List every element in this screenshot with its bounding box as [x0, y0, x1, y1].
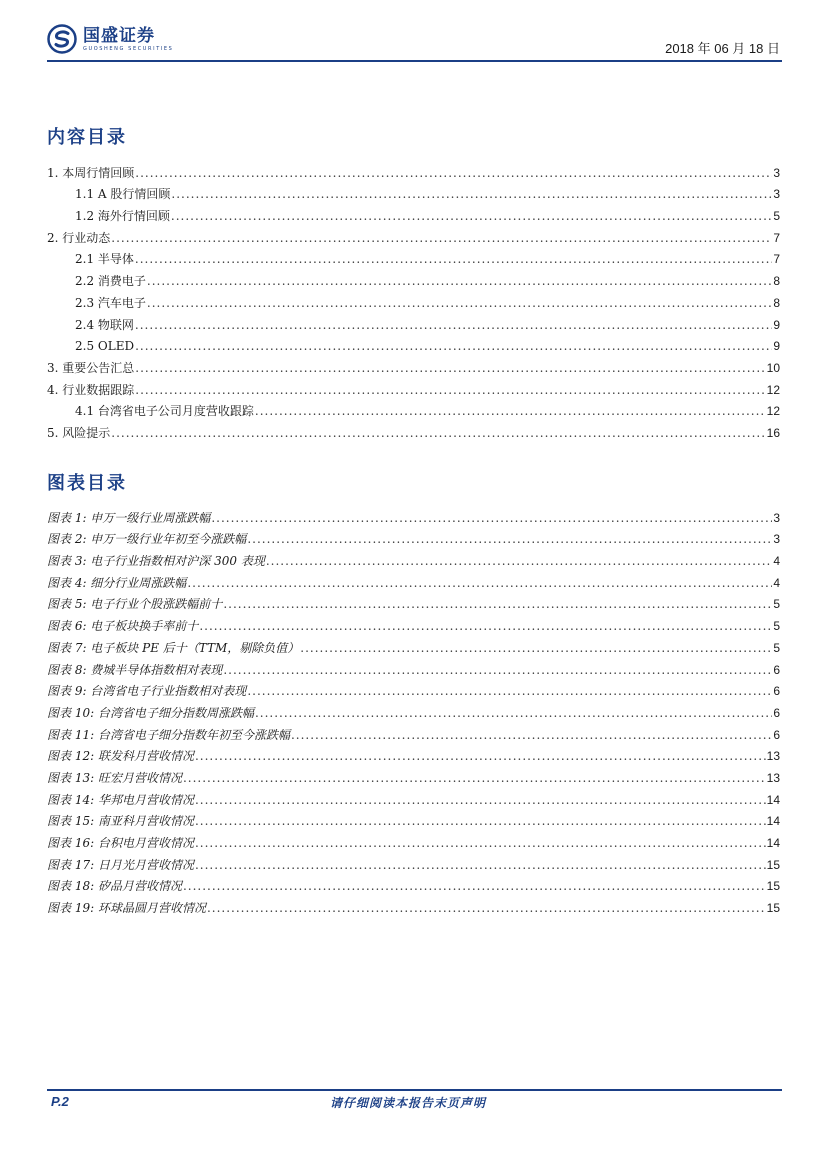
lof-entry-page: 6 — [773, 727, 780, 742]
lof-entry-label: 图表 1: 申万一级行业周涨跌幅 — [47, 510, 211, 525]
toc-entry[interactable] — [47, 376, 780, 398]
dot-leader — [187, 575, 772, 591]
page-number: P.2 — [51, 1094, 69, 1109]
toc-entry-page: 9 — [773, 339, 780, 354]
toc-entry-page: 9 — [773, 317, 780, 332]
lof-entry-label: 图表 2: 申万一级行业年初至今涨跌幅 — [47, 532, 247, 547]
dot-leader — [247, 531, 772, 547]
toc-entry-label: 5. 风险提示 — [47, 425, 111, 440]
lof-entry[interactable] — [47, 656, 780, 678]
dot-leader — [135, 382, 765, 398]
lof-entry-page: 14 — [766, 814, 780, 829]
lof-entry-page: 14 — [766, 836, 780, 850]
toc-entry-label: 4. 行业数据跟踪 — [47, 382, 135, 397]
dot-leader — [171, 186, 772, 202]
toc-entry-label: 2.5 OLED — [75, 339, 135, 354]
lof-entry[interactable] — [47, 504, 780, 526]
report-date: 2018 年 06 月 18 日 — [665, 41, 780, 56]
lof-entry-label: 图表 14: 华邦电月营收情况 — [47, 792, 194, 807]
dot-leader — [135, 251, 772, 267]
dot-leader — [266, 553, 772, 569]
lof-entry[interactable] — [47, 873, 780, 895]
toc-entry[interactable] — [47, 333, 780, 355]
toc-entry-page: 12 — [766, 382, 780, 397]
lof-entry-label: 图表 12: 联发科月营收情况 — [47, 749, 194, 764]
lof-entry[interactable] — [47, 764, 780, 786]
toc-entry-label: 2.4 物联网 — [75, 317, 134, 332]
lof-entry-page: 3 — [773, 532, 780, 547]
toc-entry[interactable] — [47, 202, 780, 224]
toc-entry-label: 2.3 汽车电子 — [75, 295, 146, 310]
toc-title: 内容目录 — [47, 127, 127, 148]
dot-leader — [255, 705, 772, 721]
lof-entry-page: 15 — [766, 879, 780, 894]
dot-leader — [135, 338, 772, 354]
lof-entry[interactable] — [47, 894, 780, 916]
lof-entry[interactable] — [47, 808, 780, 830]
dot-leader — [195, 792, 766, 808]
toc-entry[interactable] — [47, 267, 780, 289]
lof-entry-page: 6 — [773, 705, 780, 720]
dot-leader — [195, 857, 766, 873]
toc-entry-page: 3 — [773, 187, 780, 202]
brand-logo — [47, 24, 173, 54]
dot-leader — [291, 727, 772, 743]
lof-entry-label: 图表 18: 矽品月营收情况 — [47, 879, 182, 894]
lof-entry[interactable] — [47, 526, 780, 548]
toc-entry-page: 7 — [773, 252, 780, 267]
lof-entry-label: 图表 17: 日月光月营收情况 — [47, 857, 194, 872]
toc-entry-page: 10 — [766, 360, 780, 375]
lof-entry[interactable] — [47, 786, 780, 808]
toc-entry-page: 3 — [773, 165, 780, 180]
dot-leader — [195, 813, 766, 829]
lof-entry[interactable] — [47, 851, 780, 873]
lof-entry[interactable] — [47, 547, 780, 569]
dot-leader — [111, 425, 765, 441]
toc-entry-label: 4.1 台湾省电子公司月度营收跟踪 — [75, 404, 254, 419]
lof-entry-label: 图表 11: 台湾省电子细分指数年初至今涨跌幅 — [47, 727, 290, 742]
dot-leader — [135, 360, 765, 376]
toc-entry[interactable] — [47, 398, 780, 420]
lof-list — [47, 504, 780, 916]
toc-entry[interactable] — [47, 289, 780, 311]
lof-entry[interactable] — [47, 721, 780, 743]
lof-entry-page: 14 — [766, 792, 780, 807]
toc-entry[interactable] — [47, 354, 780, 376]
dot-leader — [195, 748, 766, 764]
lof-entry[interactable] — [47, 612, 780, 634]
dot-leader — [147, 273, 772, 289]
lof-entry[interactable] — [47, 829, 780, 851]
toc-entry[interactable] — [47, 246, 780, 268]
dot-leader — [171, 208, 772, 224]
toc-entry-label: 1.1 A 股行情回顾 — [75, 187, 171, 202]
dot-leader — [207, 900, 766, 916]
toc-entry-label: 2. 行业动态 — [47, 230, 111, 245]
header-divider — [47, 60, 782, 62]
dot-leader — [195, 835, 766, 851]
lof-entry[interactable] — [47, 569, 780, 591]
toc-entry-label: 3. 重要公告汇总 — [47, 360, 135, 375]
lof-entry-page: 13 — [766, 770, 780, 785]
lof-entry-label: 图表 16: 台积电月营收情况 — [47, 836, 194, 850]
lof-entry-page: 6 — [773, 684, 780, 699]
toc-entry-label: 1.2 海外行情回顾 — [75, 209, 170, 224]
dot-leader — [223, 596, 772, 612]
dot-leader — [135, 165, 772, 181]
dot-leader — [300, 640, 772, 656]
footer-divider — [47, 1089, 782, 1091]
dot-leader — [247, 683, 772, 699]
toc-entry-page: 5 — [773, 209, 780, 224]
lof-entry-label: 图表 6: 电子板块换手率前十 — [47, 619, 199, 634]
toc-list — [47, 159, 780, 441]
toc-entry-page: 12 — [766, 404, 780, 419]
brand-logo-icon — [47, 24, 77, 54]
lof-entry[interactable] — [47, 634, 780, 656]
lof-entry-page: 6 — [773, 662, 780, 677]
dot-leader — [135, 317, 772, 333]
toc-entry-page: 16 — [766, 425, 780, 440]
dot-leader — [223, 662, 772, 678]
toc-entry-page: 8 — [773, 274, 780, 289]
lof-entry-label: 图表 15: 南亚科月营收情况 — [47, 814, 194, 829]
lof-entry-label: 图表 13: 旺宏月营收情况 — [47, 770, 182, 785]
lof-entry-page: 5 — [773, 597, 780, 612]
dot-leader — [183, 878, 766, 894]
lof-entry[interactable] — [47, 591, 780, 613]
lof-entry-page: 4 — [773, 554, 780, 569]
toc-entry-page: 7 — [773, 230, 780, 245]
toc-entry[interactable] — [47, 311, 780, 333]
footer-disclaimer: 请仔细阅读本报告末页声明 — [330, 1096, 487, 1110]
lof-entry-label: 图表 9: 台湾省电子行业指数相对表现 — [47, 684, 247, 699]
toc-entry-label: 2.1 半导体 — [75, 252, 134, 267]
lof-entry-label: 图表 8: 费城半导体指数相对表现 — [47, 662, 223, 677]
lof-entry-page: 3 — [773, 510, 780, 525]
toc-entry-page: 8 — [773, 295, 780, 310]
lof-entry-page: 15 — [766, 857, 780, 872]
dot-leader — [199, 618, 772, 634]
lof-entry-page: 15 — [766, 901, 780, 916]
lof-entry-label: 图表 4: 细分行业周涨跌幅 — [47, 575, 187, 590]
toc-entry-label: 2.2 消费电子 — [75, 274, 146, 289]
lof-entry-page: 5 — [773, 619, 780, 634]
dot-leader — [111, 230, 772, 246]
brand-name: 国盛证券 — [83, 26, 155, 46]
dot-leader — [211, 510, 772, 526]
lof-title: 图表目录 — [47, 473, 127, 494]
lof-entry[interactable] — [47, 678, 780, 700]
lof-entry-label: 图表 3: 电子行业指数相对沪深 300 表现 — [47, 554, 265, 569]
toc-entry[interactable] — [47, 224, 780, 246]
lof-entry-label: 图表 19: 环球晶圆月营收情况 — [47, 901, 206, 916]
dot-leader — [255, 403, 766, 419]
toc-entry[interactable] — [47, 159, 780, 181]
toc-entry-label: 1. 本周行情回顾 — [47, 165, 135, 180]
toc-entry[interactable] — [47, 419, 780, 441]
lof-entry[interactable] — [47, 743, 780, 765]
lof-entry-page: 4 — [773, 575, 780, 590]
page-header — [47, 22, 782, 62]
lof-entry-page: 5 — [773, 640, 780, 655]
lof-entry-label: 图表 5: 电子行业个股涨跌幅前十 — [47, 597, 223, 612]
dot-leader — [147, 295, 772, 311]
lof-entry-page: 13 — [766, 749, 780, 764]
brand-name-en: GUOSHENG SECURITIES — [83, 46, 174, 52]
dot-leader — [183, 770, 766, 786]
lof-entry-label: 图表 10: 台湾省电子细分指数周涨跌幅 — [47, 705, 254, 720]
toc-entry[interactable] — [47, 181, 780, 203]
lof-entry[interactable] — [47, 699, 780, 721]
lof-entry-label: 图表 7: 电子板块 PE 后十（TTM，剔除负值） — [47, 640, 300, 655]
